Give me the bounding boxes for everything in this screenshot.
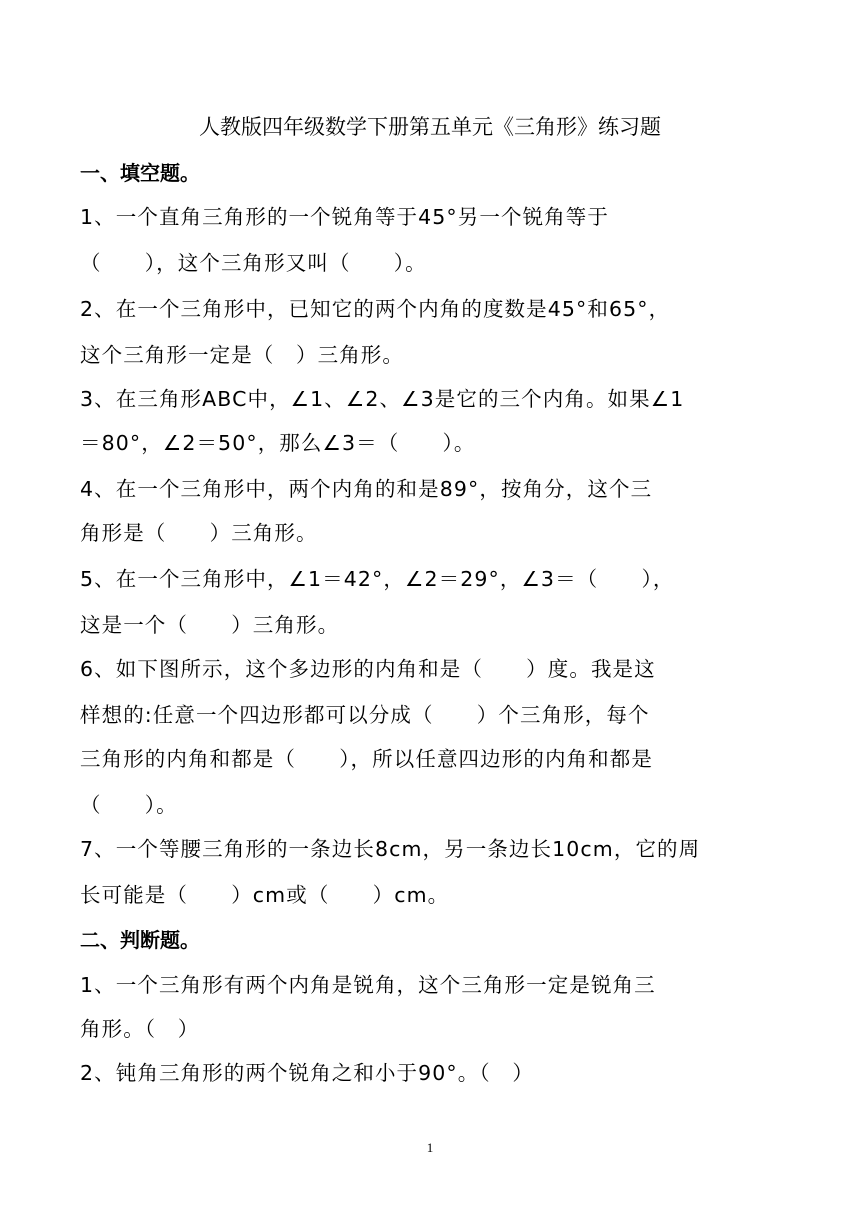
question-line: 角形。（ ） [80, 1017, 200, 1041]
question-line: 这是一个（ ）三角形。 [80, 613, 340, 637]
question-line: 1、一个直角三角形的一个锐角等于45°另一个锐角等于 [80, 205, 609, 229]
question-line: 1、一个三角形有两个内角是锐角，这个三角形一定是锐角三 [80, 973, 656, 997]
question-line: 3、在三角形ABC中，∠1、∠2、∠3是它的三个内角。如果∠1 [80, 387, 685, 411]
question-line: 4、在一个三角形中，两个内角的和是89°，按角分，这个三 [80, 477, 653, 501]
question-line: 7、一个等腰三角形的一条边长8cm，另一条边长10cm，它的周 [80, 837, 701, 861]
question-line: ＝80°，∠2＝50°，那么∠3＝（ ）。 [80, 431, 476, 455]
question-line: 2、在一个三角形中，已知它的两个内角的度数是45°和65°， [80, 297, 671, 321]
document-title: 人教版四年级数学下册第五单元《三角形》练习题 [199, 115, 661, 139]
question-line: 样想的:任意一个四边形都可以分成（ ）个三角形，每个 [80, 703, 650, 727]
question-line: 长可能是（ ）cm或（ ）cm。 [80, 883, 450, 907]
question-line: 5、在一个三角形中，∠1＝42°，∠2＝29°，∠3＝（ ）， [80, 567, 675, 591]
section-heading-true-false: 二、判断题。 [80, 928, 200, 952]
question-line: （ ）。 [80, 793, 178, 817]
page-number: 1 [426, 1140, 434, 1155]
question-line: （ ），这个三角形又叫（ ）。 [80, 251, 427, 275]
question-line: 2、钝角三角形的两个锐角之和小于90°。（ ） [80, 1061, 534, 1085]
question-line: 角形是（ ）三角形。 [80, 521, 318, 545]
question-line: 这个三角形一定是（ ）三角形。 [80, 343, 404, 367]
question-line: 6、如下图所示，这个多边形的内角和是（ ）度。我是这 [80, 657, 656, 681]
question-line: 三角形的内角和都是（ ），所以任意四边形的内角和都是 [80, 747, 653, 771]
section-heading-fill-in-blanks: 一、填空题。 [80, 161, 200, 185]
